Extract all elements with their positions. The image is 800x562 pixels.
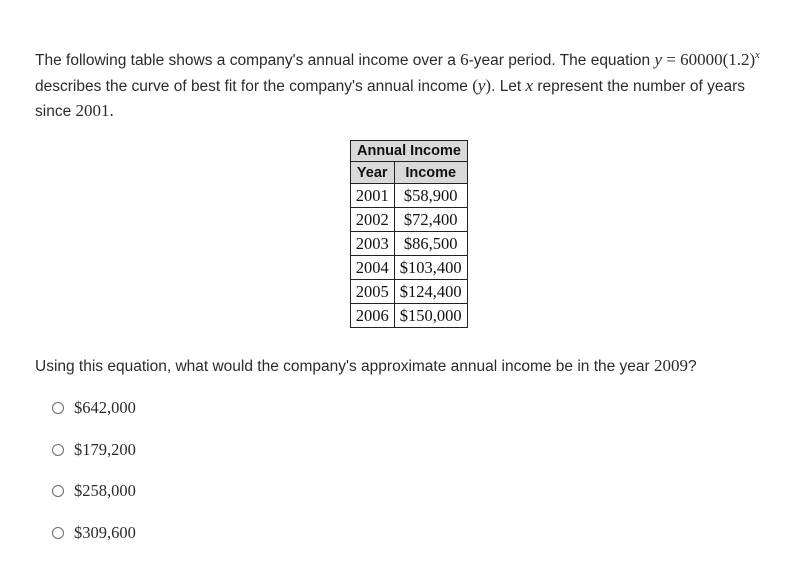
answer-option-a[interactable]	[52, 396, 136, 420]
radio-button-icon[interactable]	[52, 485, 64, 497]
equation-rhs: 60000(1.2)	[680, 50, 756, 69]
year-cell: 2001	[351, 184, 395, 208]
table-row	[351, 256, 468, 280]
answer-label: $309,600	[74, 522, 136, 542]
income-cell: $124,400	[394, 280, 467, 304]
question-body: Using this equation, what would the company's approximate annual income be in the year	[35, 358, 655, 375]
year-cell: 2006	[351, 304, 395, 328]
question-end: ?	[688, 358, 697, 375]
year-count: 6	[460, 50, 469, 69]
table-row	[351, 232, 468, 256]
intro-text-4: . Let	[491, 77, 526, 95]
income-cell: $103,400	[394, 256, 467, 280]
header-income: Income	[394, 162, 467, 184]
income-cell: $86,500	[394, 232, 467, 256]
equation-exponent: x	[755, 50, 760, 61]
answer-choices	[52, 396, 136, 562]
table-caption: Annual Income	[351, 141, 468, 162]
question-year: 2009	[654, 356, 689, 375]
income-table	[350, 140, 468, 328]
income-table-container	[350, 140, 468, 328]
equation-lhs: y	[654, 50, 663, 69]
intro-text-3: describes the curve of best fit for the company's annual income	[35, 77, 473, 95]
answer-option-c[interactable]	[52, 479, 136, 503]
answer-label: $258,000	[74, 481, 136, 500]
base-year: 2001	[75, 101, 110, 120]
income-cell: $58,900	[394, 184, 467, 208]
radio-button-icon[interactable]	[52, 444, 64, 456]
table-row	[351, 304, 468, 328]
intro-text-1: The following table shows a company's annual income over a	[35, 52, 461, 69]
answer-option-d[interactable]	[52, 521, 136, 545]
answer-label: $642,000	[74, 398, 136, 417]
table-row	[351, 184, 468, 208]
header-year: Year	[351, 162, 395, 184]
table-row	[351, 208, 468, 232]
radio-button-icon[interactable]	[52, 402, 64, 414]
question-text	[35, 354, 697, 379]
equation-sign: =	[662, 50, 681, 69]
problem-statement	[35, 48, 775, 125]
table-row	[351, 280, 468, 304]
year-cell: 2002	[351, 208, 395, 232]
equation	[654, 50, 759, 69]
year-cell: 2003	[351, 232, 395, 256]
variable-x: x	[525, 75, 534, 95]
radio-button-icon[interactable]	[52, 527, 64, 539]
variable-y: (y)	[472, 75, 492, 95]
income-cell: $72,400	[394, 208, 467, 232]
intro-text-6: .	[109, 101, 114, 120]
answer-option-b[interactable]	[52, 438, 136, 462]
year-cell: 2004	[351, 256, 395, 280]
answer-label: $179,200	[74, 439, 136, 459]
year-cell: 2005	[351, 280, 395, 304]
intro-text-2: -year period. The equation	[468, 52, 655, 69]
income-cell: $150,000	[394, 304, 467, 328]
intro-text-5: represent the number of years since	[35, 77, 746, 120]
